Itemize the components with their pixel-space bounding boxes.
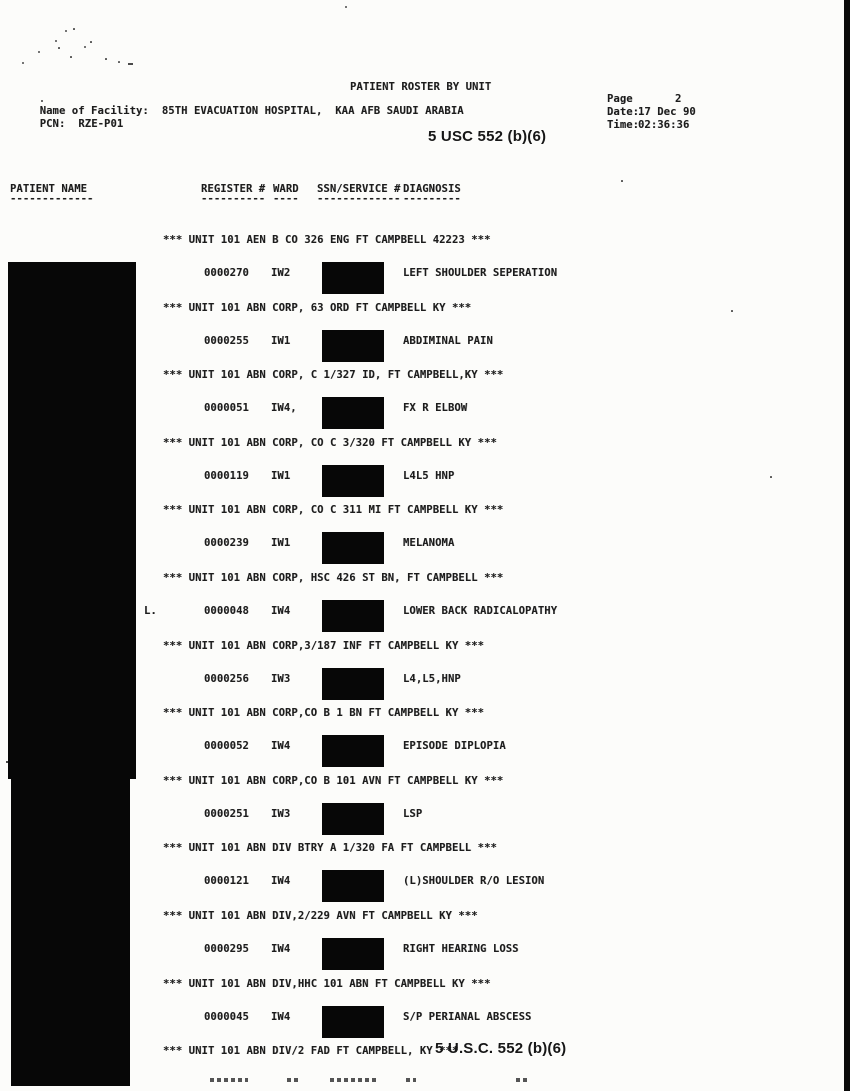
- redacted-patient-names-block-lower: [11, 779, 130, 1086]
- redacted-ssn-box: [322, 397, 384, 429]
- date-label: Date:: [607, 106, 640, 118]
- register-number: 0000052: [204, 740, 249, 753]
- redacted-ssn-box: [322, 668, 384, 700]
- unit-header-line: *** UNIT 101 ABN CORP,3/187 INF FT CAMPBELL KY ***: [163, 639, 485, 652]
- redacted-ssn-box: [322, 803, 384, 835]
- time-value: 02:36:36: [638, 119, 690, 131]
- ward-code: IW1: [271, 537, 291, 550]
- column-underline-ward: ----: [273, 193, 299, 205]
- foia-exemption-stamp-footer: 5 U.S.C. 552 (b)(6): [435, 1040, 567, 1057]
- register-number: 0000270: [204, 267, 249, 279]
- redacted-ssn-box: [322, 262, 384, 294]
- diagnosis-text: L4,L5,HNP: [403, 672, 461, 685]
- register-number: 0000255: [204, 334, 249, 347]
- ward-code: IW3: [271, 807, 291, 820]
- diagnosis-text: L4L5 HNP: [403, 469, 455, 482]
- ward-code: IW1: [271, 334, 291, 347]
- column-header-ssn-service: SSN/SERVICE #: [317, 183, 401, 195]
- register-number: 0000121: [204, 875, 249, 888]
- register-number: 0000251: [204, 807, 249, 820]
- column-header-patient-name: PATIENT NAME: [10, 183, 88, 195]
- unit-header-line: *** UNIT 101 ABN CORP, CO C 3/320 FT CAMPBELL KY ***: [163, 436, 497, 449]
- register-number: 0000045: [204, 1010, 249, 1023]
- ward-code: IW4,: [271, 402, 297, 415]
- facility-value: 85TH EVACUATION HOSPITAL, KAA AFB SAUDI ARABIA: [161, 105, 464, 117]
- diagnosis-text: FX R ELBOW: [403, 402, 468, 415]
- register-number: 0000048: [204, 605, 249, 617]
- column-underline-register: ----------: [201, 193, 266, 205]
- diagnosis-text: LOWER BACK RADICALOPATHY: [403, 605, 558, 617]
- redacted-ssn-box: [322, 870, 384, 902]
- redacted-ssn-box: [322, 465, 384, 497]
- unit-header-line: *** UNIT 101 ABN CORP, C 1/327 ID, FT CAMPBELL,KY ***: [163, 369, 504, 382]
- ward-code: IW3: [271, 672, 291, 685]
- unit-header-line: *** UNIT 101 ABN DIV,2/229 AVN FT CAMPBELL KY ***: [163, 910, 478, 922]
- diagnosis-text: RIGHT HEARING LOSS: [403, 943, 519, 955]
- ward-code: IW4: [271, 1010, 291, 1023]
- foia-exemption-stamp-header: 5 USC 552 (b)(6): [428, 128, 547, 145]
- register-number: 0000051: [204, 402, 249, 415]
- diagnosis-text: MELANOMA: [403, 537, 455, 550]
- unit-header-line: *** UNIT 101 ABN DIV,HHC 101 ABN FT CAMPBELL KY ***: [163, 977, 491, 990]
- unit-header-line: *** UNIT 101 ABN DIV/2 FAD FT CAMPBELL, KY ***: [163, 1045, 459, 1058]
- unit-header-line: *** UNIT 101 ABN CORP,CO B 1 BN FT CAMPBELL KY ***: [163, 707, 485, 720]
- ward-code: IW1: [271, 469, 291, 482]
- scan-edge-bar: [844, 0, 850, 1091]
- date-value: 17 Dec 90: [638, 106, 696, 118]
- clipped-next-row-mark: [406, 1078, 416, 1082]
- register-number: 0000256: [204, 672, 249, 685]
- redacted-ssn-box: [322, 938, 384, 970]
- diagnosis-text: ABDIMINAL PAIN: [403, 334, 493, 347]
- register-number: 0000239: [204, 537, 249, 550]
- diagnosis-text: LEFT SHOULDER SEPERATION: [403, 267, 558, 279]
- column-header-diagnosis: DIAGNOSIS: [403, 183, 461, 195]
- column-underline-ssn-service: -------------: [317, 193, 401, 205]
- column-header-ward: WARD: [273, 183, 299, 195]
- unit-header-line: *** UNIT 101 ABN CORP, 63 ORD FT CAMPBELL KY ***: [163, 301, 472, 314]
- report-title: PATIENT ROSTER BY UNIT: [350, 81, 492, 93]
- ward-code: IW4: [271, 875, 291, 888]
- diagnosis-text: EPISODE DIPLOPIA: [403, 740, 506, 753]
- register-number: 0000119: [204, 469, 249, 482]
- register-number: 0000295: [204, 943, 249, 955]
- clipped-next-row-ssn: [330, 1078, 377, 1082]
- redacted-ssn-box: [322, 600, 384, 632]
- column-header-register: REGISTER #: [201, 183, 266, 195]
- row-prefix: L.: [144, 605, 157, 617]
- page-label: Page: [607, 93, 633, 105]
- redacted-ssn-box: [322, 735, 384, 767]
- unit-header-line: *** UNIT 101 AEN B CO 326 ENG FT CAMPBELL 42223 ***: [163, 234, 491, 246]
- diagnosis-text: S/P PERIANAL ABSCESS: [403, 1010, 532, 1023]
- clipped-next-row-diagnosis: [516, 1078, 530, 1082]
- ward-code: IW4: [271, 943, 291, 955]
- column-underline-patient-name: -------------: [10, 193, 94, 205]
- unit-header-line: *** UNIT 101 ABN CORP, CO C 311 MI FT CAMPBELL KY ***: [163, 504, 504, 517]
- diagnosis-text: LSP: [403, 807, 423, 820]
- diagnosis-text: (L)SHOULDER R/O LESION: [403, 875, 545, 888]
- unit-header-line: *** UNIT 101 ABN CORP, HSC 426 ST BN, FT CAMPBELL ***: [163, 572, 504, 584]
- facility-label: Name of Facility:: [39, 105, 149, 117]
- clipped-next-row-register: [210, 1078, 248, 1082]
- unit-header-line: *** UNIT 101 ABN CORP,CO B 101 AVN FT CAMPBELL KY ***: [163, 774, 504, 787]
- clipped-next-row-ward: [287, 1078, 301, 1082]
- redacted-ssn-box: [322, 532, 384, 564]
- time-label: Time:: [607, 119, 640, 131]
- redacted-ssn-box: [322, 330, 384, 362]
- pcn-label: PCN:: [39, 118, 66, 130]
- redacted-patient-names-block-upper: [8, 262, 136, 779]
- ward-code: IW4: [271, 740, 291, 753]
- page-number: 2: [675, 93, 682, 105]
- unit-header-line: *** UNIT 101 ABN DIV BTRY A 1/320 FA FT CAMPBELL ***: [163, 842, 497, 855]
- ward-code: IW2: [271, 267, 291, 279]
- redacted-ssn-box: [322, 1006, 384, 1038]
- pcn-value: RZE-P01: [78, 118, 124, 130]
- ward-code: IW4: [271, 605, 291, 617]
- column-underline-diagnosis: ---------: [403, 193, 461, 205]
